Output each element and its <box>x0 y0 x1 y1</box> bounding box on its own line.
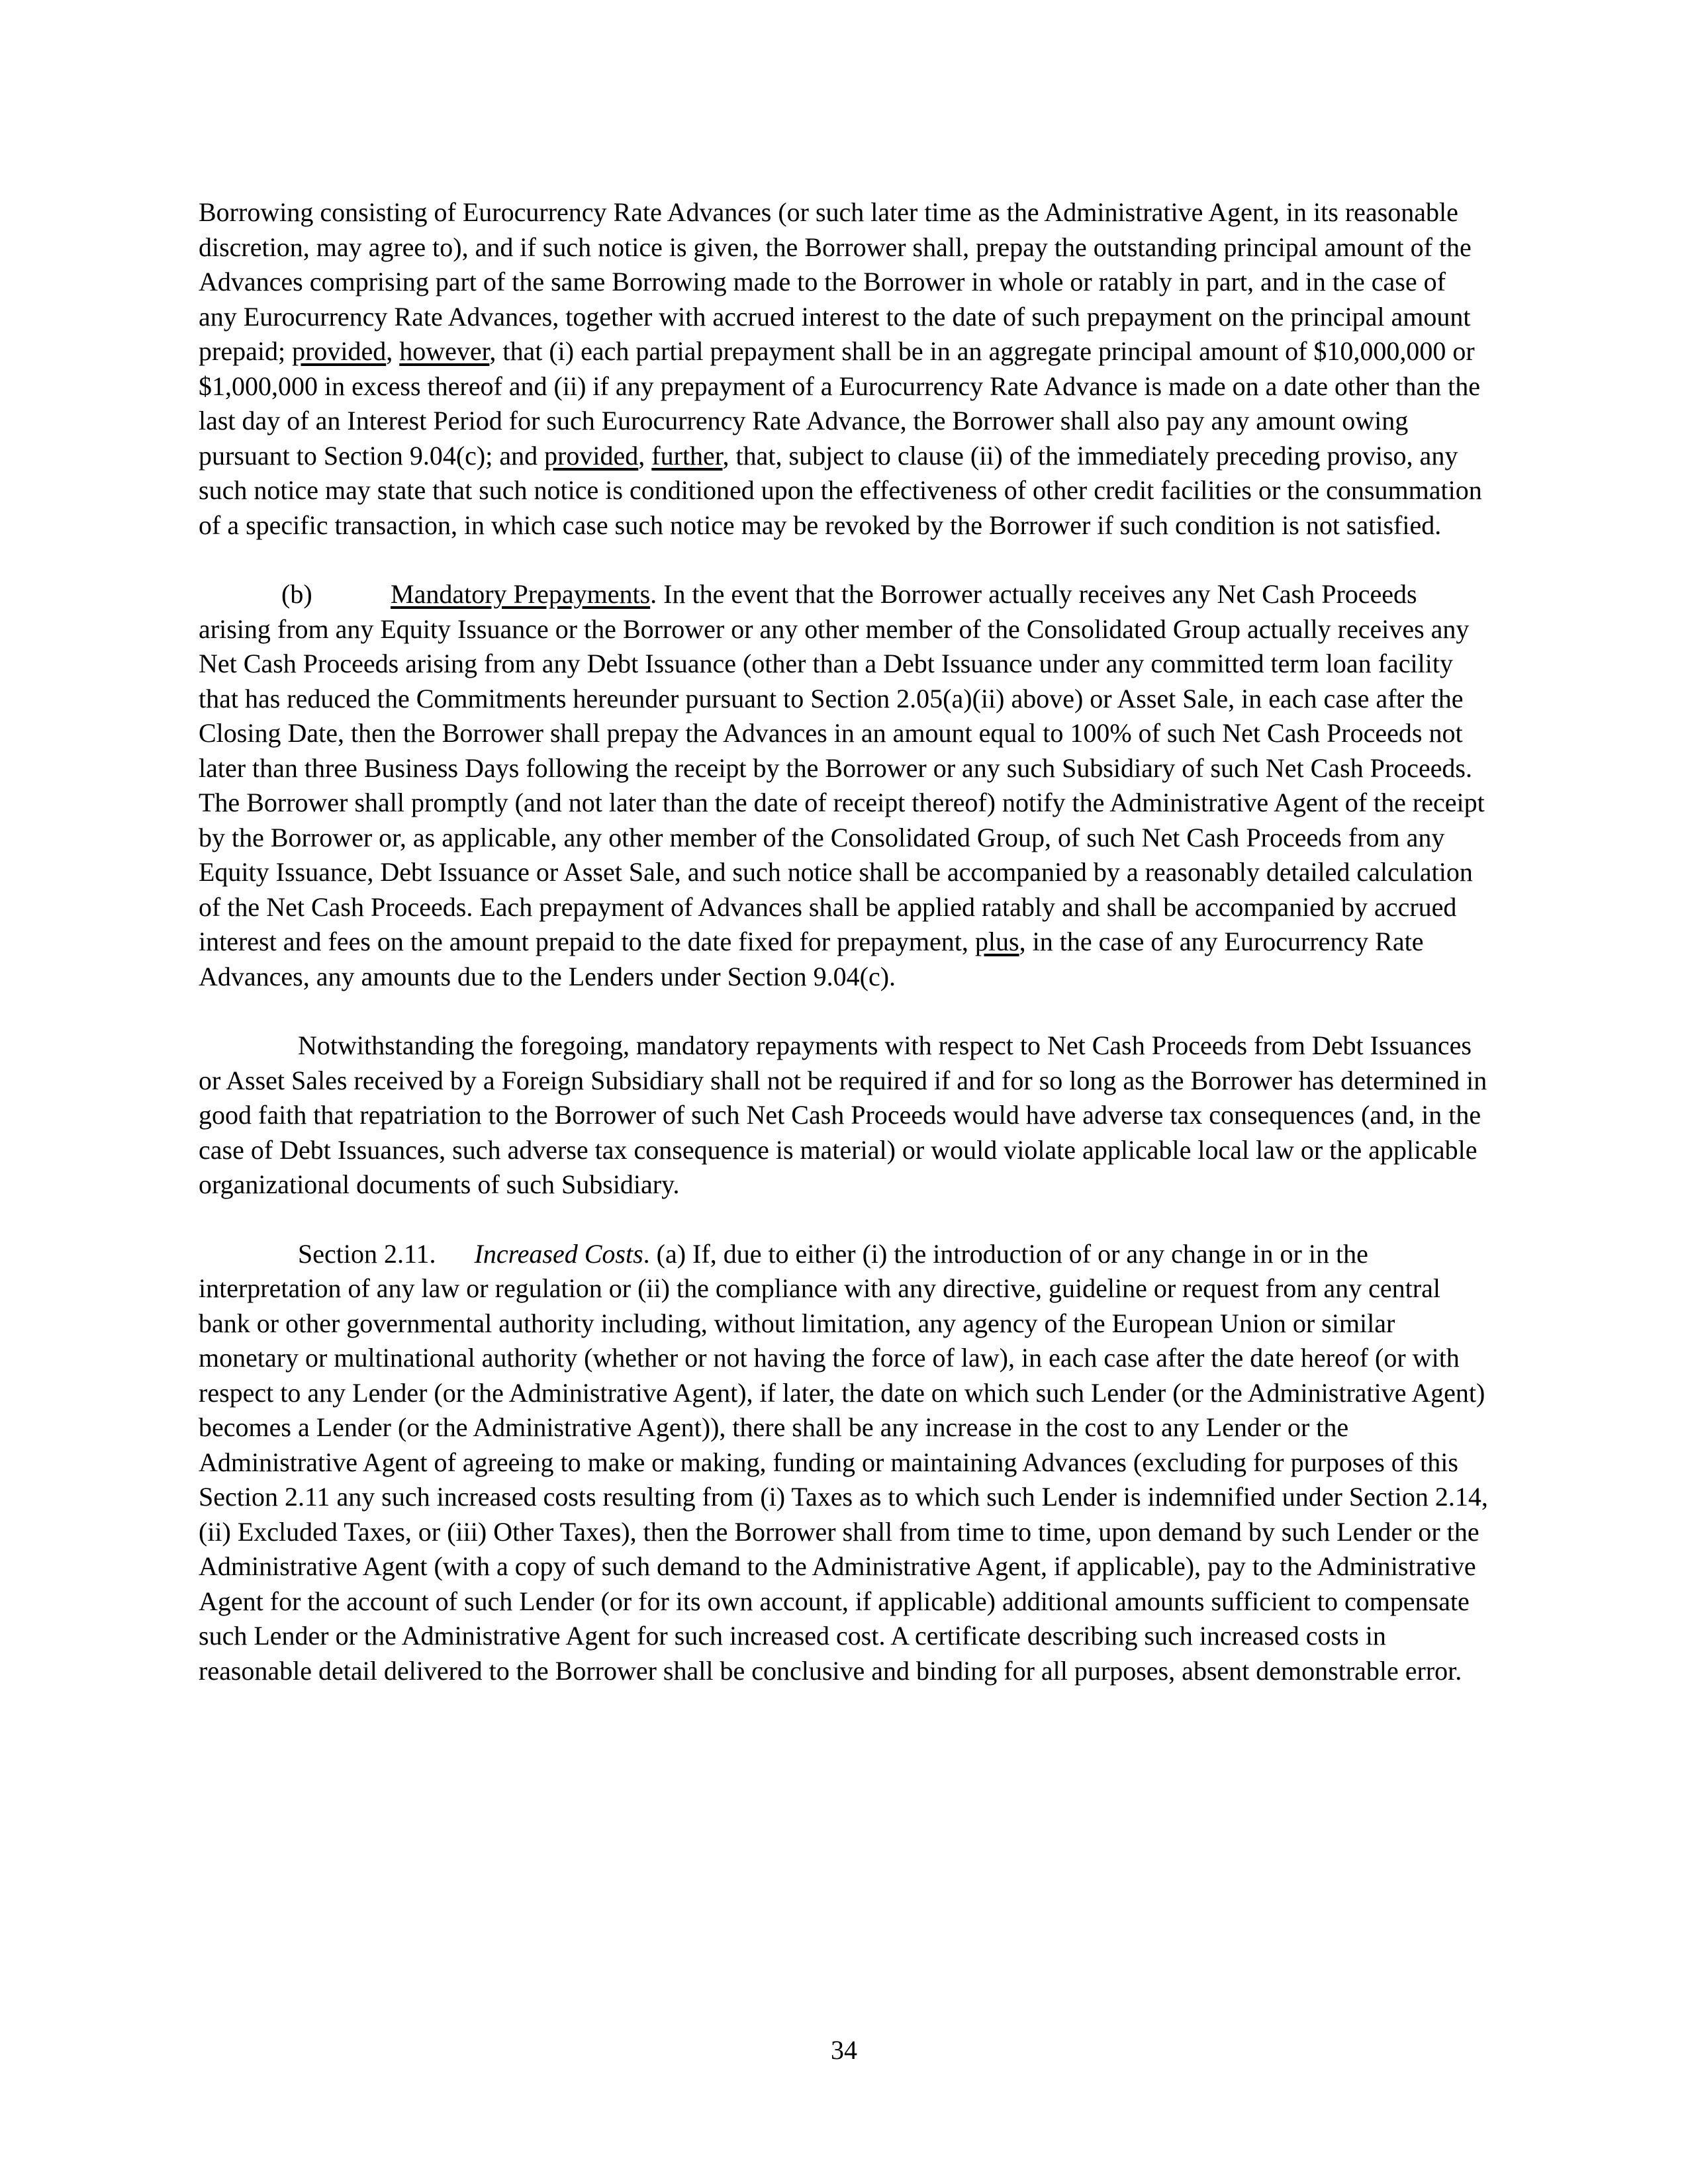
text-run: Borrowing consisting of Eurocurrency Rate Advances (or such later time as the Administrative Agent, in its reasonable discretion, may agree to), and if such notice is given, the Borrower shall, prepay the outstanding principal amount of the Advances comprising part of the same Borrowing made to the Borrower in whole or ratably in part, and in the case of any Eurocurrency Rate Advances, together with accrued interest to the date of such prepayment on the principal amount prepaid; <box>199 197 1472 366</box>
text-run: , in the case of any Eurocurrency Rate Advances, any amounts due to the Lenders under Section 9.04(c). <box>199 927 1424 991</box>
document-page <box>199 195 1489 1723</box>
text-run: , that (i) each partial prepayment shall be in an aggregate principal amount of $10,000,000 or $1,000,000 in excess thereof and (ii) if any prepayment of a Eurocurrency Rate Advance is made on a date other than the last day of an Interest Period for such Eurocurrency Rate Advance, the Borrower shall also pay any amount owing pursuant to Section 9.04(c); and <box>199 336 1480 471</box>
clause-heading: Mandatory Prepayments <box>391 579 651 609</box>
paragraph-notwithstanding <box>199 1028 1489 1203</box>
text-run: , <box>638 440 652 471</box>
underlined-term-provided: provided <box>544 440 639 471</box>
paragraph-section-2-11 <box>199 1237 1489 1689</box>
paragraph-prepayment-continued <box>199 195 1489 543</box>
text-run: , <box>386 336 400 366</box>
section-number: Section 2.11. <box>298 1238 436 1269</box>
text-run: , that, subject to clause (ii) of the immediately preceding proviso, any such notice may state that such notice is conditioned upon the effectiveness of other credit facilities or the consummation of a specific transaction, in which case such notice may be revoked by the Borrower if such condition is not satisfied. <box>199 440 1482 540</box>
underlined-term-however: however <box>399 336 490 366</box>
paragraph-mandatory-prepayments <box>199 577 1489 994</box>
underlined-term-plus: plus <box>974 927 1019 956</box>
clause-label: (b) <box>281 579 312 609</box>
underlined-term-further: further <box>651 440 723 471</box>
text-run: . (a) If, due to either (i) the introduction of or any change in or in the interpretation of any law or regulation or (ii) the compliance with any directive, guideline or request from any central bank or other governmental authority including, without limitation, any agency of the European Union or similar monetary or multinational authority (whether or not having the force of law), in each case after the date hereof (or with respect to any Lender (or the Administrative Agent), if later, the date on which such Lender (or the Administrative Agent) becomes a Lender (or the Administrative Agent)), there shall be any increase in the cost to any Lender or the Administrative Agent of agreeing to make or making, funding or maintaining Advances (excluding for purposes of this Section 2.11 any such increased costs resulting from (i) Taxes as to which such Lender is indemnified under Section 2.14, (ii) Excluded Taxes, or (iii) Other Taxes), then the Borrower shall from time to time, upon demand by such Lender or the Administrative Agent (with a copy of such demand to the Administrative Agent, if applicable), pay to the Administrative Agent for the account of such Lender (or for its own account, if applicable) additional amounts sufficient to compensate such Lender or the Administrative Agent for such increased cost. A certificate describing such increased costs in reasonable detail delivered to the Borrower shall be conclusive and binding for all purposes, absent demonstrable error. <box>199 1238 1488 1686</box>
section-heading: Increased Costs <box>474 1238 643 1269</box>
text-run: Notwithstanding the foregoing, mandatory repayments with respect to Net Cash Proceeds from Debt Issuances or Asset Sales received by a Foreign Subsidiary shall not be required if and for so long as the Borrower has determined in good faith that repatriation to the Borrower of such Net Cash Proceeds would have adverse tax consequences (and, in the case of Debt Issuances, such adverse tax consequence is material) or would violate applicable local law or the applicable organizational documents of such Subsidiary. <box>199 1030 1487 1199</box>
text-run: . In the event that the Borrower actually receives any Net Cash Proceeds arising from any Equity Issuance or the Borrower or any other member of the Consolidated Group actually receives any Net Cash Proceeds arising from any Debt Issuance (other than a Debt Issuance under any committed term loan facility that has reduced the Commitments hereunder pursuant to Section 2.05(a)(ii) above) or Asset Sale, in each case after the Closing Date, then the Borrower shall prepay the Advances in an amount equal to 100% of such Net Cash Proceeds not later than three Business Days following the receipt by the Borrower or any such Subsidiary of such Net Cash Proceeds. The Borrower shall promptly (and not later than the date of receipt thereof) notify the Administrative Agent of the receipt by the Borrower or, as applicable, any other member of the Consolidated Group, of such Net Cash Proceeds from any Equity Issuance, Debt Issuance or Asset Sale, and such notice shall be accompanied by a reasonably detailed calculation of the Net Cash Proceeds. Each prepayment of Advances shall be applied ratably and shall be accompanied by accrued interest and fees on the amount prepaid to the date fixed for prepayment, <box>199 579 1485 956</box>
underlined-term-provided: provided <box>292 336 387 366</box>
page-number: 34 <box>831 2035 857 2065</box>
